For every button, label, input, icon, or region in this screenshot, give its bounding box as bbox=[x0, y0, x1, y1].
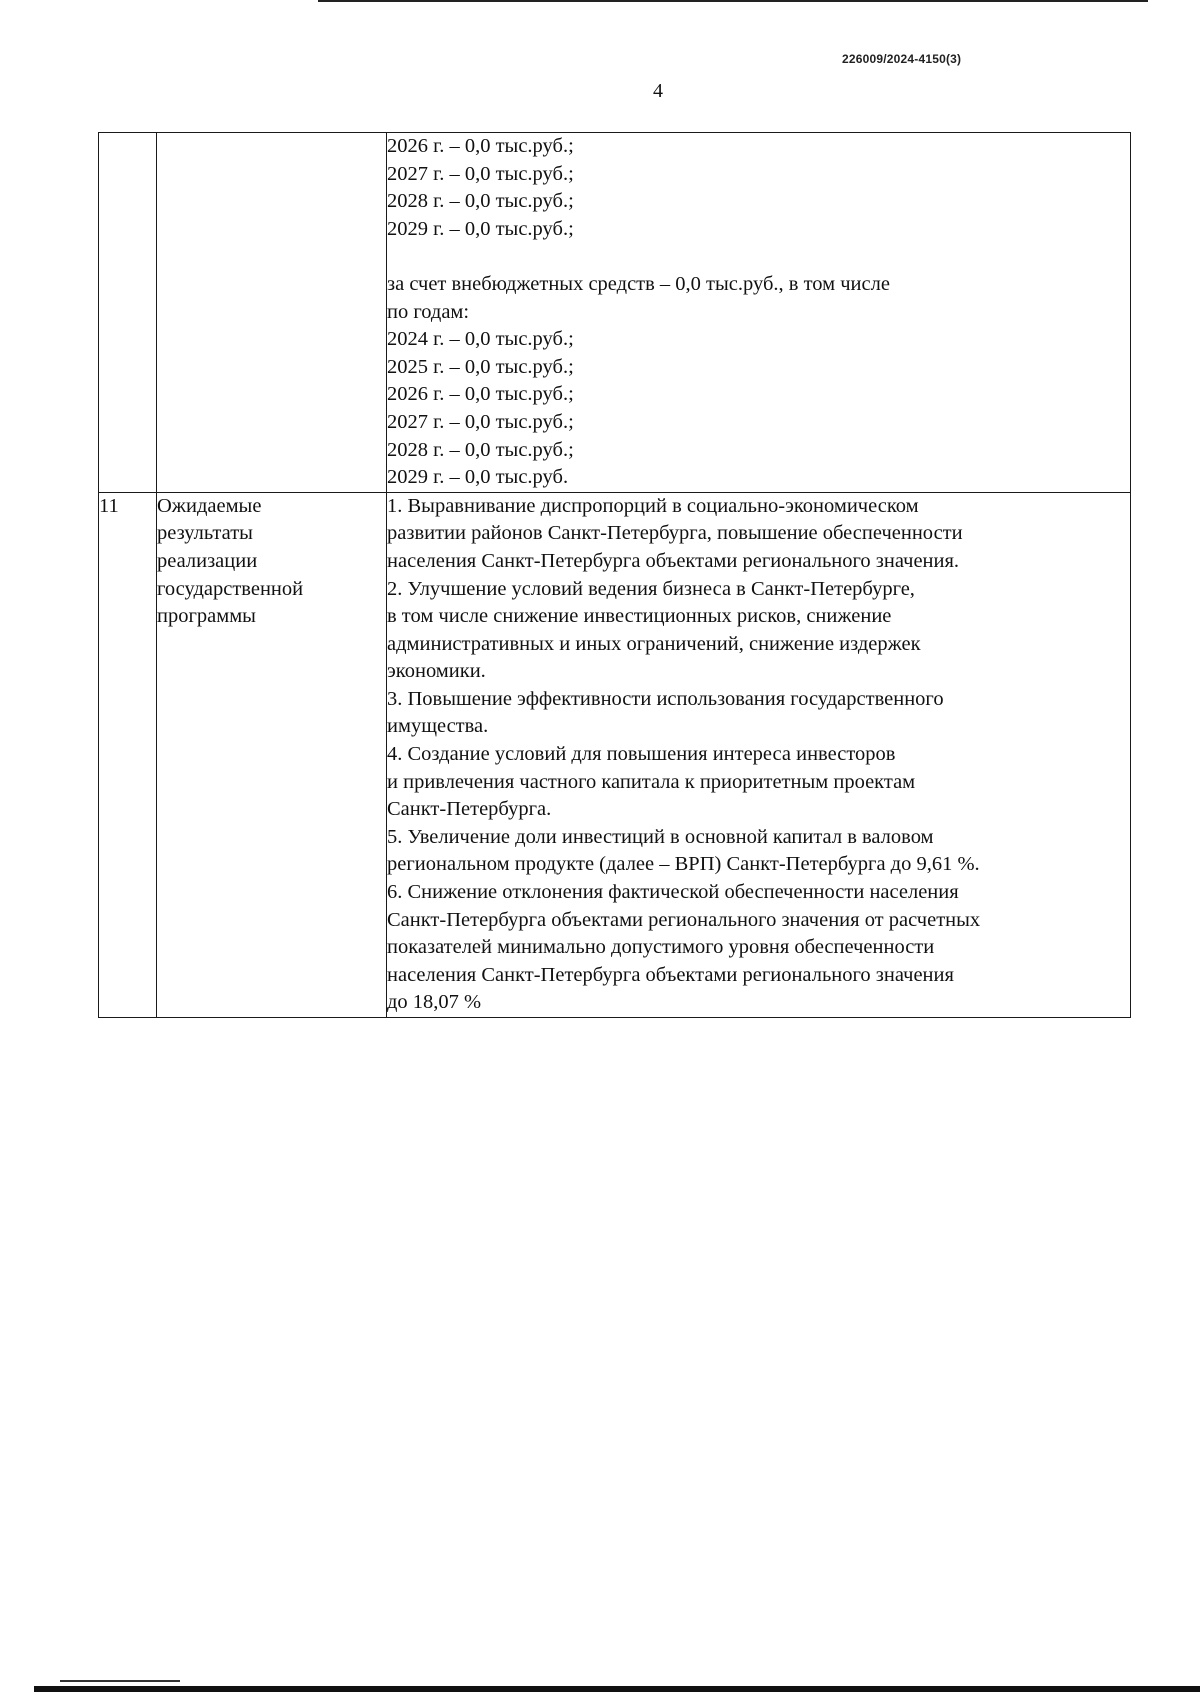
table-row-funding-continuation bbox=[99, 133, 1131, 493]
row-name-line: программы bbox=[157, 605, 256, 628]
result-line: в том числе снижение инвестиционных рисков, снижение bbox=[387, 605, 892, 628]
result-line: административных и иных ограничений, снижение издержек bbox=[387, 632, 921, 655]
row-number-cell bbox=[99, 133, 157, 493]
extrabudget-intro-line: по годам: bbox=[387, 300, 470, 323]
row-name-line: результаты bbox=[157, 522, 253, 545]
result-line: 6. Снижение отклонения фактической обеспеченности населения bbox=[387, 881, 959, 904]
paragraph-gap bbox=[387, 243, 1130, 271]
budget-line: 2029 г. – 0,0 тыс.руб.; bbox=[387, 217, 574, 240]
result-line: Санкт-Петербурга объектами регионального значения от расчетных bbox=[387, 908, 981, 931]
result-line: населения Санкт-Петербурга объектами регионального значения. bbox=[387, 549, 960, 572]
page-number: 4 bbox=[653, 80, 663, 102]
result-line: и привлечения частного капитала к приоритетным проектам bbox=[387, 770, 916, 793]
result-line: региональном продукте (далее – ВРП) Санкт-Петербурга до 9,61 %. bbox=[387, 853, 980, 876]
result-line: 2. Улучшение условий ведения бизнеса в Санкт-Петербурге, bbox=[387, 577, 915, 600]
result-line: населения Санкт-Петербурга объектами регионального значения bbox=[387, 963, 954, 986]
result-line: 1. Выравнивание диспропорций в социально-экономическом bbox=[387, 494, 919, 517]
scan-edge-bottom-mark bbox=[60, 1680, 180, 1682]
budget-line: 2027 г. – 0,0 тыс.руб.; bbox=[387, 162, 574, 185]
result-line: 3. Повышение эффективности использования государственного bbox=[387, 687, 944, 710]
scan-edge-bottom bbox=[34, 1686, 1200, 1692]
extrabudget-intro-line: за счет внебюджетных средств – 0,0 тыс.руб., в том числе bbox=[387, 272, 890, 295]
row-number-cell: 11 bbox=[99, 492, 157, 1017]
extrabudget-line: 2028 г. – 0,0 тыс.руб.; bbox=[387, 438, 574, 461]
funding-content-cell bbox=[387, 133, 1131, 493]
budget-line: 2026 г. – 0,0 тыс.руб.; bbox=[387, 135, 574, 157]
budget-line: 2028 г. – 0,0 тыс.руб.; bbox=[387, 190, 574, 213]
result-line: развитии районов Санкт-Петербурга, повышение обеспеченности bbox=[387, 522, 963, 545]
extrabudget-line: 2024 г. – 0,0 тыс.руб.; bbox=[387, 328, 574, 351]
row-name-line: Ожидаемые bbox=[157, 494, 262, 517]
scan-edge-top bbox=[318, 0, 1148, 2]
result-line: показателей минимально допустимого уровня обеспеченности bbox=[387, 936, 935, 959]
extrabudget-line: 2025 г. – 0,0 тыс.руб.; bbox=[387, 355, 574, 378]
row-name-cell bbox=[157, 492, 387, 1017]
result-line: имущества. bbox=[387, 715, 489, 738]
program-passport-table bbox=[98, 132, 1131, 1018]
row-name-line: реализации bbox=[157, 549, 258, 572]
extrabudget-line: 2027 г. – 0,0 тыс.руб.; bbox=[387, 410, 574, 433]
expected-results-cell bbox=[387, 492, 1131, 1017]
row-name-cell bbox=[157, 133, 387, 493]
result-line: 4. Создание условий для повышения интереса инвесторов bbox=[387, 743, 896, 766]
extrabudget-line: 2026 г. – 0,0 тыс.руб.; bbox=[387, 383, 574, 406]
extrabudget-line: 2029 г. – 0,0 тыс.руб. bbox=[387, 466, 569, 489]
row-name-line: государственной bbox=[157, 577, 304, 600]
result-line: экономики. bbox=[387, 660, 486, 683]
result-line: Санкт-Петербурга. bbox=[387, 798, 552, 821]
table-row-11 bbox=[99, 492, 1131, 1017]
registration-number: 226009/2024-4150(3) bbox=[842, 52, 962, 66]
result-line: 5. Увеличение доли инвестиций в основной капитал в валовом bbox=[387, 825, 934, 848]
result-line: до 18,07 % bbox=[387, 991, 482, 1014]
